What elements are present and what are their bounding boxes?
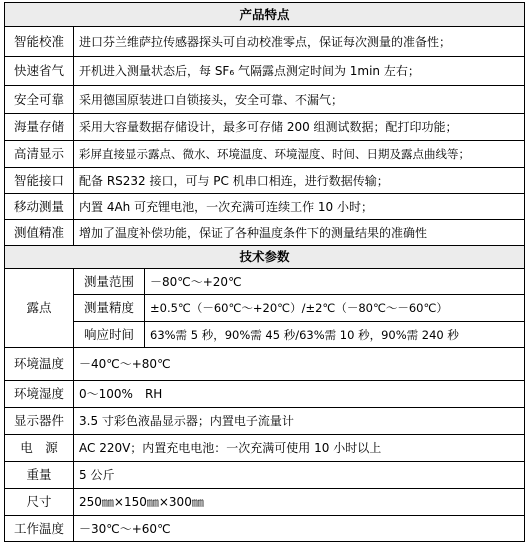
feature-text: 采用德国原装进口自锁接头，安全可靠、不漏气； [79, 92, 344, 107]
spec-label: 环境温度 [13, 356, 64, 371]
spec-row [5, 381, 524, 408]
spec-label: 环境湿度 [13, 386, 64, 401]
feature-row [5, 27, 524, 57]
spec-value: 3.5 寸彩色液晶显示器；内置电子流量计 [79, 414, 294, 428]
spec-label: 重量 [26, 467, 52, 482]
dewpoint-sub-label: 测量范围 [83, 273, 134, 289]
dewpoint-subrow [74, 269, 524, 295]
spec-value: －40℃～+80℃ [79, 357, 171, 371]
feature-row [5, 220, 524, 246]
dewpoint-subrow [74, 322, 524, 348]
feature-text: 开机进入测量状态后，每 SF₆ 气隔露点测定时间为 1min 左右； [79, 64, 420, 78]
feature-row [5, 57, 524, 86]
feature-row [5, 194, 524, 220]
spec-label: 显示器件 [13, 413, 64, 428]
specs-header-row [5, 246, 524, 269]
spec-row [5, 408, 524, 435]
feature-row [5, 141, 524, 168]
feature-text: 内置 4Ah 可充锂电池，一次充满可连续工作 10 小时； [79, 199, 373, 214]
feature-label: 快速省气 [13, 63, 64, 78]
feature-row [5, 114, 524, 141]
feature-row [5, 86, 524, 114]
spec-label: 工作温度 [13, 520, 64, 536]
spec-label: 电 源 [20, 440, 58, 455]
spec-row [5, 435, 524, 462]
spec-label: 尺寸 [26, 494, 52, 509]
feature-text: 配备 RS232 接口，可与 PC 机串口相连，进行数据传输； [79, 173, 389, 188]
specs-title: 技术参数 [239, 249, 290, 264]
feature-label: 高清显示 [13, 146, 64, 161]
feature-label: 智能校准 [13, 33, 64, 49]
dewpoint-sub-value: －80℃～+20℃ [150, 274, 242, 289]
spec-row [5, 348, 524, 381]
spec-row [5, 462, 524, 489]
spec-value: 250㎜×150㎜×300㎜ [79, 495, 204, 509]
features-title: 产品特点 [239, 6, 290, 22]
features-header-row [5, 3, 524, 27]
spec-value: AC 220V；内置充电电池：一次充满可使用 10 小时以上 [79, 441, 382, 455]
spec-row [5, 489, 524, 516]
spec-row [5, 516, 524, 541]
feature-label: 海量存储 [13, 119, 64, 134]
feature-label: 安全可靠 [13, 91, 64, 107]
feature-text: 彩屏直接显示露点、微水、环境温度、环境湿度、时间、日期及露点曲线等； [79, 147, 470, 161]
spec-value: 0～100% RH [79, 387, 163, 401]
spec-value: －30℃～+60℃ [79, 521, 171, 536]
feature-label: 智能接口 [13, 172, 64, 188]
feature-row [5, 168, 524, 194]
dewpoint-sub-value: ±0.5℃（－60℃～+20℃）/±2℃（－80℃～－60℃） [150, 301, 448, 315]
dewpoint-sub-label: 测量精度 [83, 300, 134, 315]
dewpoint-group [5, 269, 524, 348]
feature-text: 进口芬兰维萨拉传感器探头可自动校准零点，保证每次测量的准备性； [79, 34, 452, 49]
dewpoint-sub-label: 响应时间 [83, 327, 134, 342]
feature-text: 增加了温度补偿功能，保证了各种温度条件下的测量结果的准确性 [79, 225, 428, 240]
product-spec-table [4, 2, 525, 542]
dewpoint-subrow [74, 295, 524, 322]
feature-label: 移动测量 [13, 198, 64, 214]
dewpoint-label: 露点 [26, 300, 52, 315]
feature-text: 采用大容量数据存储设计，最多可存储 200 组测试数据；配打印功能； [79, 120, 458, 134]
spec-value: 5 公斤 [79, 468, 115, 482]
dewpoint-sub-value: 63%需 5 秒，90%需 45 秒/63%需 10 秒，90%需 240 秒 [150, 328, 459, 342]
feature-label: 测值精准 [13, 224, 64, 240]
